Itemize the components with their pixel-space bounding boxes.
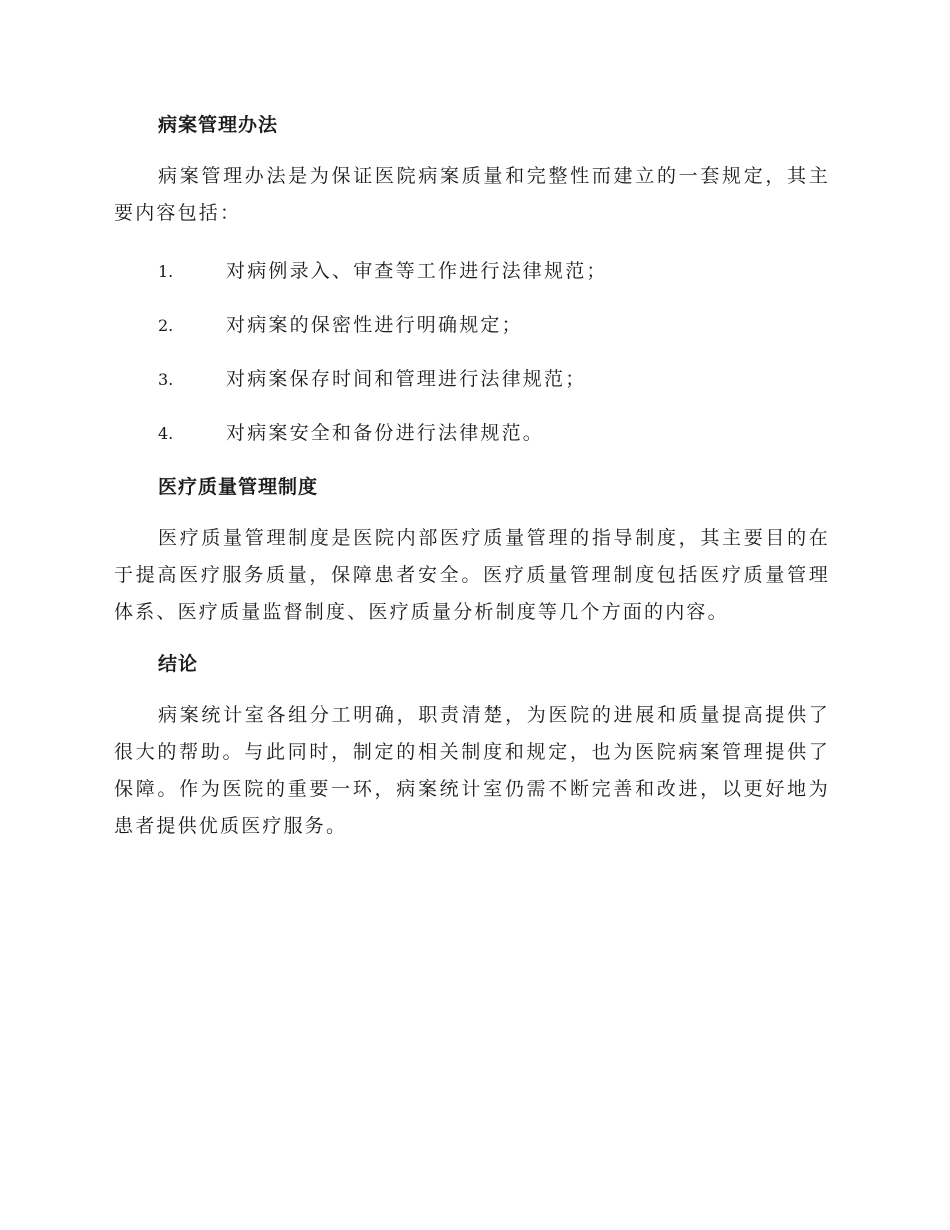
list-item-text: 对病案保存时间和管理进行法律规范； [226, 368, 587, 390]
list-item [114, 310, 830, 340]
rules-list [114, 256, 830, 448]
section-heading-quality-management: 医疗质量管理制度 [158, 476, 319, 498]
list-item-text: 对病例录入、审查等工作进行法律规范； [226, 260, 608, 282]
section-heading-conclusion: 结论 [158, 653, 199, 675]
section-heading-medical-records: 病案管理办法 [158, 114, 279, 136]
list-item [114, 418, 830, 448]
section-body-quality-management: 医疗质量管理制度是医院内部医疗质量管理的指导制度，其主要目的在于提高医疗服务质量，保障患者安全。医疗质量管理制度包括医疗质量管理体系、医疗质量监督制度、医疗质量分析制度等几个方面的内容。 [114, 527, 830, 623]
list-item [114, 256, 830, 286]
document-content [114, 110, 830, 845]
section-intro-medical-records: 病案管理办法是为保证医院病案质量和完整性而建立的一套规定，其主要内容包括： [114, 165, 830, 224]
list-item-text: 对病案安全和备份进行法律规范。 [226, 422, 545, 444]
list-item-number: 2. [158, 316, 174, 335]
list-item [114, 364, 830, 394]
list-item-number: 4. [158, 424, 174, 443]
section-body-conclusion: 病案统计室各组分工明确，职责清楚，为医院的进展和质量提高提供了很大的帮助。与此同时，制定的相关制度和规定，也为医院病案管理提供了保障。作为医院的重要一环，病案统计室仍需不断完善和改进，以更好地为患者提供优质医疗服务。 [114, 704, 830, 837]
list-item-number: 3. [158, 370, 174, 389]
list-item-text: 对病案的保密性进行明确规定； [226, 314, 523, 336]
list-item-number: 1. [158, 262, 174, 281]
